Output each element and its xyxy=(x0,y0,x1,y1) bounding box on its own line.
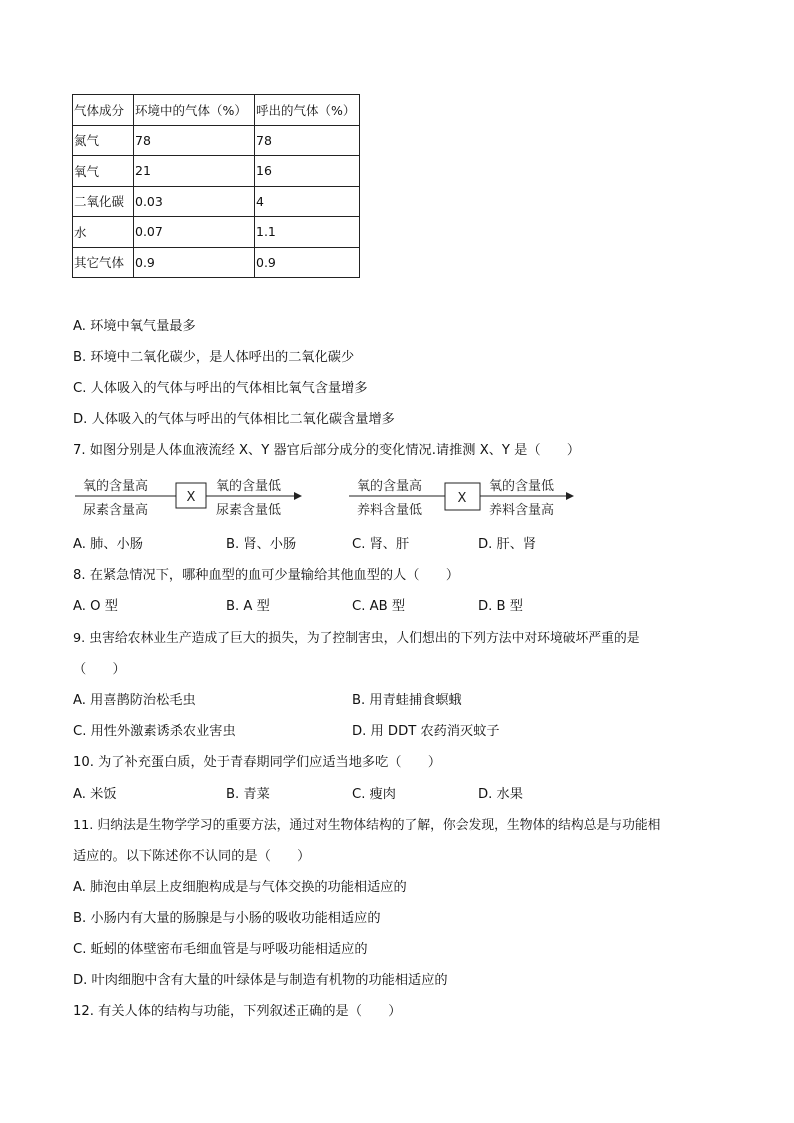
q11-option-d: D. 叶肉细胞中含有大量的叶绿体是与制造有机物的功能相适应的 xyxy=(73,973,448,988)
q9-option-d: D. 用 DDT 农药消灭蚊子 xyxy=(352,724,500,739)
q9-option-c: C. 用性外激素诱杀农业害虫 xyxy=(73,724,236,739)
table-header-cell: 呼出的气体（%） xyxy=(255,95,360,126)
q8-stem: 8. 在紧急情况下，哪种血型的血可少量输给其他血型的人（ ） xyxy=(73,568,460,583)
table-header-cell: 环境中的气体（%） xyxy=(134,95,255,126)
q10-stem: 10. 为了补充蛋白质，处于青春期同学们应适当地多吃（ ） xyxy=(73,755,442,770)
q6-option-d: D. 人体吸入的气体与呼出的气体相比二氧化碳含量增多 xyxy=(73,412,395,427)
q7-option-a: A. 肺、小肠 xyxy=(73,537,143,552)
q12-stem: 12. 有关人体的结构与功能，下列叙述正确的是（ ） xyxy=(73,1004,402,1019)
q10-option-b: B. 青菜 xyxy=(226,787,270,802)
table-row xyxy=(73,217,360,248)
table-cell: 1.1 xyxy=(255,217,360,248)
table-row xyxy=(73,156,360,187)
table-header-row xyxy=(73,95,360,126)
q10-option-d: D. 水果 xyxy=(478,787,523,802)
q7-option-b: B. 肾、小肠 xyxy=(226,537,297,552)
table-row xyxy=(73,125,360,156)
table-row xyxy=(73,186,360,217)
table-cell: 4 xyxy=(255,186,360,217)
q11-stem-continued: 适应的。以下陈述你不认同的是（ ） xyxy=(73,849,311,864)
q7-option-d: D. 肝、肾 xyxy=(478,537,537,552)
table-cell: 氧气 xyxy=(73,156,134,187)
table-cell: 0.03 xyxy=(134,186,255,217)
gas-composition-table xyxy=(72,94,360,278)
q8-option-c: C. AB 型 xyxy=(352,599,406,614)
q6-option-b: B. 环境中二氧化碳少，是人体呼出的二氧化碳少 xyxy=(73,350,355,365)
left-out-top-label: 氧的含量低 xyxy=(216,479,282,494)
left-organ-label: X xyxy=(186,490,196,505)
table-cell: 16 xyxy=(255,156,360,187)
q11-option-a: A. 肺泡由单层上皮细胞构成是与气体交换的功能相适应的 xyxy=(73,880,407,895)
q8-option-a: A. O 型 xyxy=(73,599,118,614)
q9-stem-continued: （ ） xyxy=(73,662,126,677)
right-in-bottom-label: 养料含量低 xyxy=(357,503,423,518)
right-out-bottom-label: 养料含量高 xyxy=(489,503,555,518)
q7-option-c: C. 肾、肝 xyxy=(352,537,410,552)
table-cell: 78 xyxy=(255,125,360,156)
q8-option-b: B. A 型 xyxy=(226,599,270,614)
table-cell: 78 xyxy=(134,125,255,156)
q10-option-a: A. 米饭 xyxy=(73,787,117,802)
table-cell: 0.9 xyxy=(255,247,360,278)
q9-stem: 9. 虫害给农林业生产造成了巨大的损失，为了控制害虫，人们想出的下列方法中对环境破坏严重的是 xyxy=(73,631,640,646)
table-cell: 0.9 xyxy=(134,247,255,278)
q10-option-c: C. 瘦肉 xyxy=(352,787,396,802)
q8-option-d: D. B 型 xyxy=(478,599,523,614)
table-cell: 0.07 xyxy=(134,217,255,248)
q7-flow-diagram xyxy=(73,474,593,524)
q6-option-c: C. 人体吸入的气体与呼出的气体相比氧气含量增多 xyxy=(73,381,368,396)
right-out-top-label: 氧的含量低 xyxy=(489,479,555,494)
q11-stem: 11. 归纳法是生物学学习的重要方法，通过对生物体结构的了解，你会发现，生物体的结构总是与功能相 xyxy=(73,818,661,833)
left-in-top-label: 氧的含量高 xyxy=(83,479,149,494)
q6-option-a: A. 环境中氧气量最多 xyxy=(73,319,196,334)
right-in-top-label: 氧的含量高 xyxy=(357,479,423,494)
right-organ-label: X xyxy=(457,491,467,506)
q9-option-a: A. 用喜鹊防治松毛虫 xyxy=(73,693,196,708)
q11-option-c: C. 蚯蚓的体壁密布毛细血管是与呼吸功能相适应的 xyxy=(73,942,368,957)
q11-option-b: B. 小肠内有大量的肠腺是与小肠的吸收功能相适应的 xyxy=(73,911,381,926)
table-cell: 二氧化碳 xyxy=(73,186,134,217)
table-cell: 其它气体 xyxy=(73,247,134,278)
left-out-bottom-label: 尿素含量低 xyxy=(216,503,282,518)
table-cell: 21 xyxy=(134,156,255,187)
q7-stem: 7. 如图分别是人体血液流经 X、Y 器官后部分成分的变化情况.请推测 X、Y 是（ ） xyxy=(73,443,581,458)
left-in-bottom-label: 尿素含量高 xyxy=(83,503,149,518)
q9-option-b: B. 用青蛙捕食螟蛾 xyxy=(352,693,462,708)
table-cell: 氮气 xyxy=(73,125,134,156)
table-cell: 水 xyxy=(73,217,134,248)
table-row xyxy=(73,247,360,278)
table-header-cell: 气体成分 xyxy=(73,95,134,126)
